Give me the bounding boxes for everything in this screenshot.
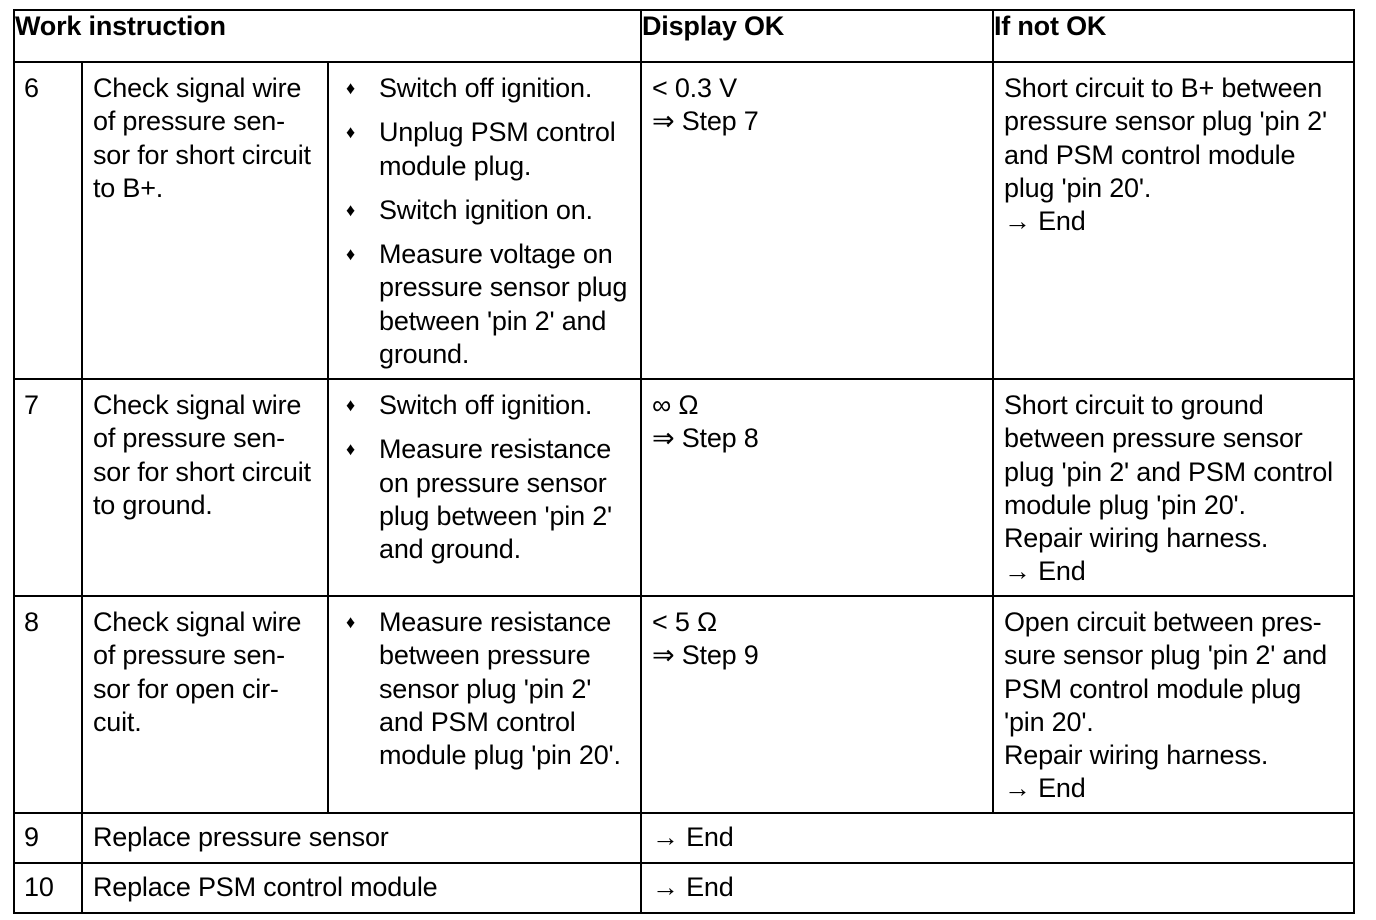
diamond-bullet-icon: ♦: [346, 244, 355, 265]
display-ok-next-step: → End: [652, 872, 734, 902]
action-list-container: [329, 597, 640, 772]
display-ok-next-step: ⇒ Step 7: [652, 106, 759, 137]
action-item: [339, 72, 632, 105]
if-not-ok-text: Open circuit between pres-sure sensor plug 'pin 2' and PSM control module plug 'pin 20'.: [1004, 607, 1327, 737]
step-number: 10: [24, 872, 54, 902]
check-description: Check signal wire of pressure sen-sor for short circuit to B+.: [93, 73, 311, 203]
instruction-text: Replace PSM control module: [93, 872, 438, 902]
if-not-ok-repair: Repair wiring harness.: [1004, 740, 1269, 771]
action-item: [339, 116, 632, 183]
action-item: [339, 606, 632, 772]
action-text: Switch ignition on.: [379, 194, 593, 225]
action-text: Measure resistance between pressure sensor plug 'pin 2' and PSM control module plug 'pin 20'.: [379, 607, 621, 771]
display-ok-cell: [642, 380, 992, 456]
table-row-step-9: [14, 813, 1354, 863]
display-ok-value: < 5 Ω: [652, 607, 717, 637]
diamond-bullet-icon: ♦: [346, 78, 355, 98]
display-ok-value: < 0.3 V: [652, 73, 737, 103]
action-text: Measure voltage on pressure sensor plug between 'pin 2' and ground.: [379, 239, 628, 370]
instruction-text: Replace pressure sensor: [93, 822, 389, 852]
if-not-ok-cell: [994, 597, 1353, 806]
if-not-ok-next: → End: [1004, 773, 1086, 804]
action-item: [339, 194, 632, 227]
if-not-ok-text: Short circuit to B+ between pressure sensor plug 'pin 2' and PSM control module plug 'pin 20'.: [1004, 73, 1327, 203]
if-not-ok-next: → End: [1004, 556, 1086, 587]
header-row: [14, 10, 1354, 62]
check-description: Check signal wire of pressure sen-sor for open cir-cuit.: [93, 607, 302, 737]
if-not-ok-repair: Repair wiring harness.: [1004, 523, 1269, 554]
action-list: [339, 72, 632, 371]
table-row-step-7: [14, 379, 1354, 596]
display-ok-next-step: ⇒ Step 8: [652, 423, 759, 454]
action-item: [339, 238, 632, 371]
if-not-ok-text: Short circuit to ground between pressure sensor plug 'pin 2' and PSM control module plug 'pin 20'.: [1004, 390, 1333, 520]
step-number: 9: [24, 822, 39, 852]
step-number: 7: [24, 390, 39, 420]
action-list-container: [329, 63, 640, 371]
action-text: Switch off ignition.: [379, 73, 593, 103]
display-ok-cell: [642, 597, 992, 673]
if-not-ok-cell: [994, 63, 1353, 238]
display-ok-next-step: → End: [652, 822, 734, 852]
display-ok-value: ∞ Ω: [652, 390, 699, 420]
header-work-instruction: Work instruction: [14, 10, 641, 62]
action-item: [339, 389, 632, 422]
check-description: Check signal wire of pressure sen-sor for short circuit to ground.: [93, 390, 311, 520]
header-display-ok: Display OK: [641, 10, 993, 62]
action-text: Measure resistance on pressure sensor plug between 'pin 2' and ground.: [379, 434, 612, 565]
display-ok-cell: [642, 63, 992, 139]
if-not-ok-cell: [994, 380, 1353, 589]
header-if-not-ok: If not OK: [993, 10, 1354, 62]
action-list: [339, 389, 632, 566]
action-text: Switch off ignition.: [379, 390, 593, 420]
diamond-bullet-icon: ♦: [346, 122, 355, 143]
procedure-table: [13, 9, 1355, 914]
table-row-step-8: [14, 596, 1354, 813]
step-number: 8: [24, 607, 39, 637]
table-row-step-6: [14, 62, 1354, 379]
action-list-container: [329, 380, 640, 566]
table-row-step-10: [14, 863, 1354, 913]
diamond-bullet-icon: ♦: [346, 199, 355, 220]
diamond-bullet-icon: ♦: [346, 439, 355, 460]
display-ok-next-step: ⇒ Step 9: [652, 640, 759, 671]
step-number: 6: [24, 73, 39, 103]
if-not-ok-next: → End: [1004, 206, 1086, 237]
action-item: [339, 433, 632, 566]
diamond-bullet-icon: ♦: [346, 395, 355, 415]
diamond-bullet-icon: ♦: [346, 612, 355, 632]
action-list: [339, 606, 632, 772]
action-text: Unplug PSM control module plug.: [379, 117, 616, 181]
